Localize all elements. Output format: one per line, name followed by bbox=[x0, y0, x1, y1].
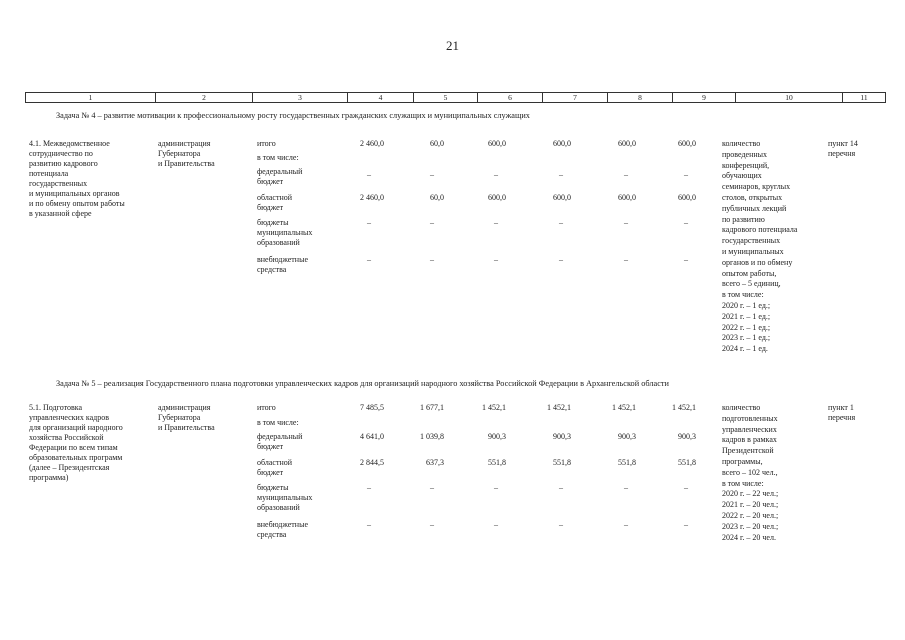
table-header bbox=[25, 92, 886, 103]
value-cell: 637,3 bbox=[426, 458, 444, 467]
header-cell: 10 bbox=[736, 93, 843, 102]
executor: администрация Губернатора и Правительства bbox=[158, 139, 215, 168]
value-cell: 2 460,0 bbox=[360, 139, 384, 148]
task-heading: Задача № 4 – развитие мотивации к профессиональному росту государственных гражданских служащих и муниципальных служащих bbox=[56, 111, 530, 120]
value-cell: – bbox=[494, 483, 498, 492]
header-cell: 8 bbox=[608, 93, 673, 102]
value-cell: – bbox=[367, 170, 371, 179]
value-cell: – bbox=[494, 255, 498, 264]
value-cell: 600,0 bbox=[618, 139, 636, 148]
header-cell: 5 bbox=[414, 93, 478, 102]
value-cell: 600,0 bbox=[618, 193, 636, 202]
source-label: областной бюджет bbox=[257, 193, 293, 212]
value-cell: – bbox=[684, 520, 688, 529]
value-cell: 900,3 bbox=[553, 432, 571, 441]
value-cell: – bbox=[684, 483, 688, 492]
value-cell: 600,0 bbox=[678, 139, 696, 148]
value-cell: 60,0 bbox=[430, 139, 444, 148]
value-cell: – bbox=[367, 520, 371, 529]
task-heading: Задача № 5 – реализация Государственного плана подготовки управленческих кадров для организаций народного хозяйства Российской Федерации в Архангельской области bbox=[56, 379, 669, 388]
source-label: итого bbox=[257, 403, 276, 412]
value-cell: – bbox=[430, 483, 434, 492]
header-cell: 4 bbox=[348, 93, 414, 102]
value-cell: – bbox=[430, 218, 434, 227]
header-cell: 3 bbox=[253, 93, 348, 102]
value-cell: 600,0 bbox=[488, 139, 506, 148]
indicator: количество подготовленных управленческих кадров в рамках Президентской программы, всего – 102 чел., в том числе: 2020 г. – 22 чел.; 2021 г. – 20 чел.; 2022 г. – 20 чел.; 2023 г. – 20 чел.; 2024 г. – 20 чел. bbox=[722, 403, 779, 542]
value-cell: 551,8 bbox=[488, 458, 506, 467]
value-cell: 1 452,1 bbox=[672, 403, 696, 412]
value-cell: 1 452,1 bbox=[482, 403, 506, 412]
source-label: итого bbox=[257, 139, 276, 148]
value-cell: 600,0 bbox=[553, 139, 571, 148]
value-cell: 7 485,5 bbox=[360, 403, 384, 412]
reference: пункт 14 перечня bbox=[828, 139, 858, 158]
value-cell: – bbox=[624, 170, 628, 179]
value-cell: 900,3 bbox=[488, 432, 506, 441]
header-cell: 9 bbox=[673, 93, 736, 102]
value-cell: 1 677,1 bbox=[420, 403, 444, 412]
value-cell: 2 844,5 bbox=[360, 458, 384, 467]
value-cell: 4 641,0 bbox=[360, 432, 384, 441]
value-cell: 2 460,0 bbox=[360, 193, 384, 202]
source-label: внебюджетные средства bbox=[257, 520, 308, 539]
executor: администрация Губернатора и Правительства bbox=[158, 403, 215, 432]
value-cell: – bbox=[494, 218, 498, 227]
header-cell: 2 bbox=[156, 93, 253, 102]
source-label: областной бюджет bbox=[257, 458, 293, 477]
value-cell: 600,0 bbox=[678, 193, 696, 202]
value-cell: – bbox=[367, 255, 371, 264]
header-cell: 11 bbox=[860, 93, 868, 102]
header-cell: 6 bbox=[478, 93, 543, 102]
value-cell: – bbox=[559, 483, 563, 492]
value-cell: – bbox=[624, 255, 628, 264]
value-cell: 1 452,1 bbox=[547, 403, 571, 412]
value-cell: – bbox=[430, 255, 434, 264]
value-cell: 600,0 bbox=[488, 193, 506, 202]
source-label: федеральный бюджет bbox=[257, 167, 303, 186]
source-label: в том числе: bbox=[257, 418, 299, 427]
value-cell: 551,8 bbox=[553, 458, 571, 467]
value-cell: – bbox=[684, 255, 688, 264]
value-cell: – bbox=[684, 170, 688, 179]
value-cell: 900,3 bbox=[618, 432, 636, 441]
reference: пункт 1 перечня bbox=[828, 403, 856, 422]
value-cell: – bbox=[559, 170, 563, 179]
value-cell: – bbox=[430, 520, 434, 529]
value-cell: – bbox=[559, 255, 563, 264]
value-cell: 900,3 bbox=[678, 432, 696, 441]
value-cell: – bbox=[367, 218, 371, 227]
value-cell: – bbox=[367, 483, 371, 492]
measure-title: 5.1. Подготовка управленческих кадров для организаций народного хозяйства Российской Федерации по всем типам образовательных программ (далее – Президентская программа) bbox=[29, 403, 123, 482]
value-cell: – bbox=[559, 520, 563, 529]
value-cell: 600,0 bbox=[553, 193, 571, 202]
source-label: бюджеты муниципальных образований bbox=[257, 483, 313, 512]
value-cell: – bbox=[624, 218, 628, 227]
value-cell: – bbox=[494, 520, 498, 529]
measure-title: 4.1. Межведомственное сотрудничество по развитию кадрового потенциала государственных и муниципальных органов и по обмену опытом работы в указанной сфере bbox=[29, 139, 125, 218]
value-cell: – bbox=[684, 218, 688, 227]
value-cell: 551,8 bbox=[618, 458, 636, 467]
value-cell: – bbox=[494, 170, 498, 179]
value-cell: – bbox=[430, 170, 434, 179]
value-cell: – bbox=[559, 218, 563, 227]
value-cell: – bbox=[624, 520, 628, 529]
indicator: количество проведенных конференций, обучающих семинаров, круглых столов, открытых публичных лекций по развитию кадрового потенциала государственных и муниципальных органов и по обмену опытом работы, всего – 5 единиц, в том числе: 2020 г. – 1 ед.; 2021 г. – 1 ед.; 2022 г. – 1 ед.; 2023 г. – 1 ед.; 2024 г. – 1 ед. bbox=[722, 139, 798, 354]
value-cell: – bbox=[624, 483, 628, 492]
source-label: в том числе: bbox=[257, 153, 299, 162]
source-label: федеральный бюджет bbox=[257, 432, 303, 451]
page-number: 21 bbox=[446, 38, 459, 53]
source-label: внебюджетные средства bbox=[257, 255, 308, 274]
value-cell: 60,0 bbox=[430, 193, 444, 202]
value-cell: 1 039,8 bbox=[420, 432, 444, 441]
source-label: бюджеты муниципальных образований bbox=[257, 218, 313, 247]
value-cell: 1 452,1 bbox=[612, 403, 636, 412]
header-cell: 7 bbox=[543, 93, 608, 102]
header-cell: 1 bbox=[26, 93, 156, 102]
value-cell: 551,8 bbox=[678, 458, 696, 467]
